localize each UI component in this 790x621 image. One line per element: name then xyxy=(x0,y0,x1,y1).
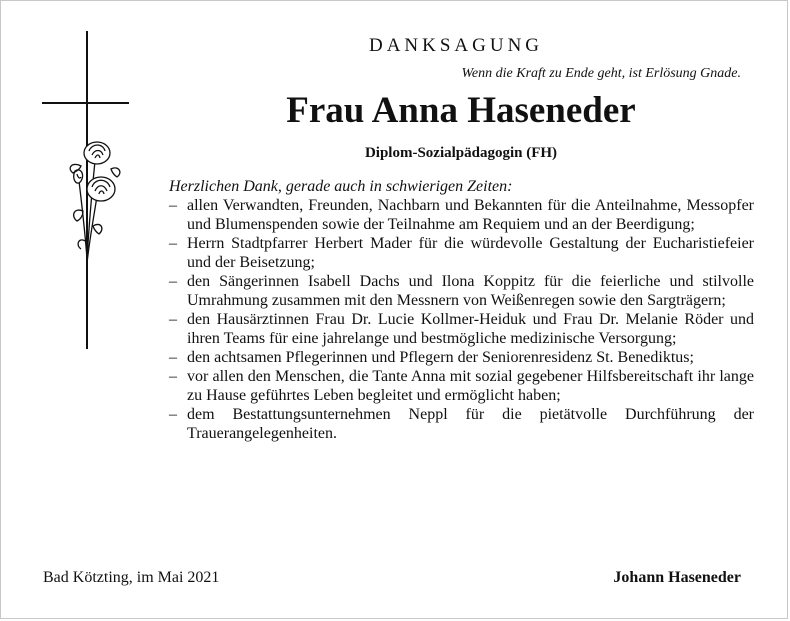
intro-text: Herzlichen Dank, gerade auch in schwierigen Zeiten: xyxy=(169,178,513,195)
list-item: – den achtsamen Pflegerinnen und Pflegern der Seniorenresidenz St. Benediktus; xyxy=(169,348,754,367)
thanks-list xyxy=(169,196,754,443)
heading: DANKSAGUNG xyxy=(368,35,544,56)
list-item: – Herrn Stadtpfarrer Herbert Mader für die würdevolle Gestaltung der Eucharistiefeier und der Beisetzung; xyxy=(169,234,754,272)
list-item: – den Sängerinnen Isabell Dachs und Ilona Koppitz für die feierliche und stilvolle Umrahmung zusammen mit den Messnern von Weißenregen sowie den Sargträgern; xyxy=(169,272,754,310)
cross-icon xyxy=(42,31,129,349)
signature: Johann Haseneder xyxy=(613,569,741,586)
list-item: – vor allen den Menschen, die Tante Anna mit sozial gegebener Hilfsbereitschaft ihr lange zu Hause geführtes Leben begleitet und ermöglicht haben; xyxy=(169,367,754,405)
list-item: – den Hausärztinnen Frau Dr. Lucie Kollmer-Heiduk und Frau Dr. Melanie Röder und ihren Teams für eine jahrelange und bestmögliche medizinische Versorgung; xyxy=(169,310,754,348)
rose-bouquet-icon xyxy=(70,142,120,263)
list-item: – allen Verwandten, Freunden, Nachbarn und Bekannten für die Anteilnahme, Messopfer und Blumenspenden sowie der Teilnahme am Requiem und an der Beerdigung; xyxy=(169,196,754,234)
list-item: – dem Bestattungsunternehmen Neppl für die pietätvolle Durchführung der Trauerangelegenheiten. xyxy=(169,405,754,443)
deceased-name: Frau Anna Haseneder xyxy=(286,90,636,131)
cross-with-roses-icon xyxy=(37,31,137,361)
place-date: Bad Kötzting, im Mai 2021 xyxy=(43,569,220,586)
thanks-section xyxy=(169,177,754,443)
deceased-title: Diplom-Sozialpädagogin (FH) xyxy=(364,145,558,161)
motto: Wenn die Kraft zu Ende geht, ist Erlösung Gnade. xyxy=(461,66,741,81)
